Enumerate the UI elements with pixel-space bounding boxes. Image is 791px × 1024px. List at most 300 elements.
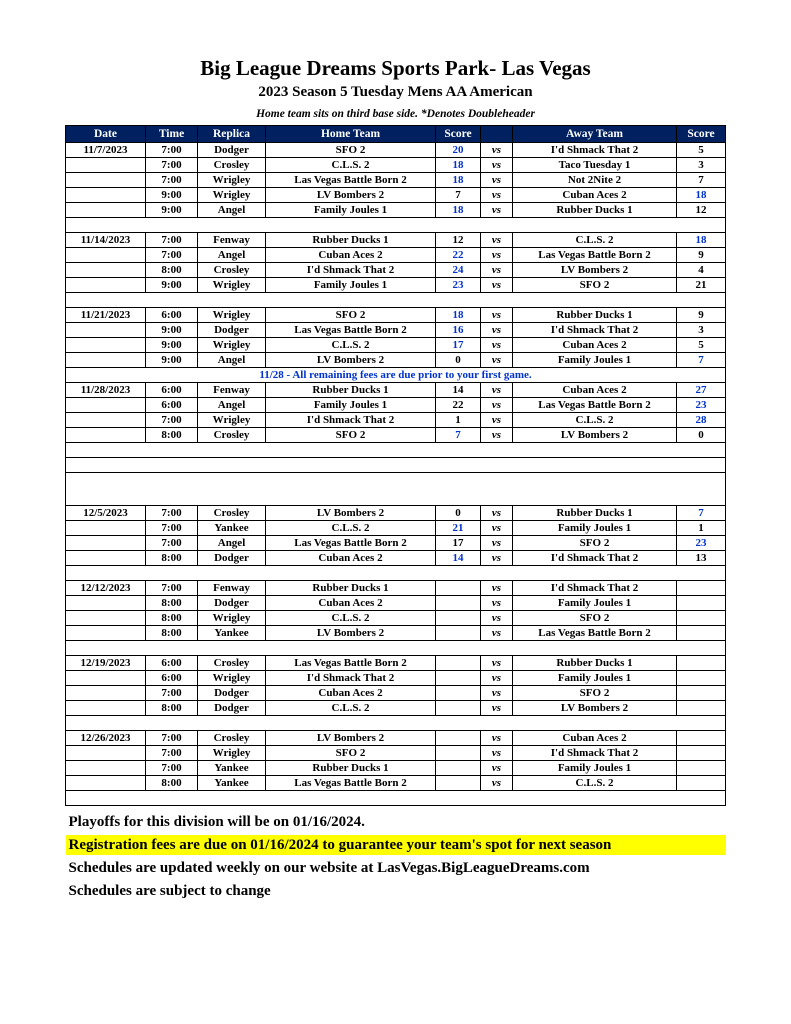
header-row bbox=[66, 126, 726, 143]
replica-cell: Dodger bbox=[198, 143, 266, 158]
home-score-cell: 0 bbox=[436, 353, 481, 368]
home-score-cell: 7 bbox=[436, 188, 481, 203]
away-score-cell bbox=[677, 746, 726, 761]
game-row bbox=[66, 521, 726, 536]
date-cell: 12/26/2023 bbox=[66, 731, 146, 746]
column-header-home-team: Home Team bbox=[266, 126, 436, 143]
vs-label: vs bbox=[481, 278, 513, 293]
replica-cell: Wrigley bbox=[198, 188, 266, 203]
game-row bbox=[66, 323, 726, 338]
away-score-cell: 18 bbox=[677, 188, 726, 203]
home-score-cell bbox=[436, 701, 481, 716]
game-row bbox=[66, 671, 726, 686]
replica-cell: Dodger bbox=[198, 323, 266, 338]
vs-label: vs bbox=[481, 596, 513, 611]
away-team-cell: I'd Shmack That 2 bbox=[513, 581, 677, 596]
date-cell bbox=[66, 263, 146, 278]
home-team-cell: Rubber Ducks 1 bbox=[266, 761, 436, 776]
home-score-cell: 21 bbox=[436, 521, 481, 536]
away-team-cell: Cuban Aces 2 bbox=[513, 383, 677, 398]
home-score-cell: 18 bbox=[436, 158, 481, 173]
schedule-table bbox=[65, 125, 726, 806]
away-score-cell bbox=[677, 581, 726, 596]
vs-label: vs bbox=[481, 611, 513, 626]
vs-label: vs bbox=[481, 656, 513, 671]
week-separator bbox=[66, 443, 726, 458]
home-team-cell: SFO 2 bbox=[266, 308, 436, 323]
home-team-cell: Rubber Ducks 1 bbox=[266, 233, 436, 248]
game-row bbox=[66, 701, 726, 716]
away-team-cell: SFO 2 bbox=[513, 686, 677, 701]
game-row bbox=[66, 233, 726, 248]
home-score-cell: 18 bbox=[436, 308, 481, 323]
home-score-cell: 14 bbox=[436, 383, 481, 398]
vs-label: vs bbox=[481, 398, 513, 413]
away-team-cell: Rubber Ducks 1 bbox=[513, 656, 677, 671]
replica-cell: Wrigley bbox=[198, 746, 266, 761]
home-team-cell: Las Vegas Battle Born 2 bbox=[266, 776, 436, 791]
away-team-cell: I'd Shmack That 2 bbox=[513, 323, 677, 338]
notice-row bbox=[66, 368, 726, 383]
date-cell bbox=[66, 353, 146, 368]
game-row bbox=[66, 746, 726, 761]
column-header-date: Date bbox=[66, 126, 146, 143]
replica-cell: Angel bbox=[198, 536, 266, 551]
away-score-cell bbox=[677, 686, 726, 701]
game-row bbox=[66, 596, 726, 611]
away-score-cell: 7 bbox=[677, 173, 726, 188]
separator-row bbox=[66, 641, 726, 656]
week-separator bbox=[66, 566, 726, 581]
game-row bbox=[66, 626, 726, 641]
time-cell: 8:00 bbox=[146, 596, 198, 611]
vs-label: vs bbox=[481, 413, 513, 428]
home-team-cell: Family Joules 1 bbox=[266, 203, 436, 218]
week-separator bbox=[66, 293, 726, 308]
date-cell: 12/12/2023 bbox=[66, 581, 146, 596]
vs-label: vs bbox=[481, 383, 513, 398]
home-score-cell bbox=[436, 626, 481, 641]
game-row bbox=[66, 611, 726, 626]
time-cell: 7:00 bbox=[146, 413, 198, 428]
away-team-cell: Las Vegas Battle Born 2 bbox=[513, 248, 677, 263]
game-row bbox=[66, 383, 726, 398]
replica-cell: Crosley bbox=[198, 263, 266, 278]
replica-cell: Wrigley bbox=[198, 671, 266, 686]
replica-cell: Fenway bbox=[198, 233, 266, 248]
replica-cell: Yankee bbox=[198, 761, 266, 776]
separator-row bbox=[66, 791, 726, 806]
time-cell: 7:00 bbox=[146, 158, 198, 173]
game-row bbox=[66, 278, 726, 293]
replica-cell: Crosley bbox=[198, 428, 266, 443]
away-score-cell bbox=[677, 671, 726, 686]
notice-line: Please check carefully as changes will not be made for omissions. bbox=[244, 491, 547, 503]
week-separator bbox=[66, 641, 726, 656]
home-score-cell: 14 bbox=[436, 551, 481, 566]
away-team-cell: Family Joules 1 bbox=[513, 353, 677, 368]
away-team-cell: SFO 2 bbox=[513, 611, 677, 626]
away-team-cell: SFO 2 bbox=[513, 278, 677, 293]
time-cell: 7:00 bbox=[146, 248, 198, 263]
separator-row bbox=[66, 566, 726, 581]
vs-label: vs bbox=[481, 521, 513, 536]
home-team-cell: Rubber Ducks 1 bbox=[266, 581, 436, 596]
away-score-cell bbox=[677, 701, 726, 716]
vs-label: vs bbox=[481, 323, 513, 338]
vs-label: vs bbox=[481, 701, 513, 716]
notice-red bbox=[66, 473, 726, 506]
website-note: Schedules are updated weekly on our website at LasVegas.BigLeagueDreams.com bbox=[68, 860, 590, 876]
date-cell bbox=[66, 671, 146, 686]
vs-label: vs bbox=[481, 353, 513, 368]
separator-row bbox=[66, 443, 726, 458]
home-score-cell: 24 bbox=[436, 263, 481, 278]
home-score-cell: 17 bbox=[436, 536, 481, 551]
vs-label: vs bbox=[481, 731, 513, 746]
home-score-cell: 18 bbox=[436, 173, 481, 188]
home-team-cell: Cuban Aces 2 bbox=[266, 686, 436, 701]
away-score-cell: 13 bbox=[677, 551, 726, 566]
home-team-cell: C.L.S. 2 bbox=[266, 521, 436, 536]
home-team-cell: Family Joules 1 bbox=[266, 398, 436, 413]
home-team-cell: Rubber Ducks 1 bbox=[266, 383, 436, 398]
away-team-cell: Las Vegas Battle Born 2 bbox=[513, 398, 677, 413]
time-cell: 8:00 bbox=[146, 701, 198, 716]
date-cell bbox=[66, 521, 146, 536]
spacer bbox=[66, 458, 726, 473]
away-team-cell: SFO 2 bbox=[513, 536, 677, 551]
home-team-cell: I'd Shmack That 2 bbox=[266, 263, 436, 278]
date-cell: 11/7/2023 bbox=[66, 143, 146, 158]
vs-label: vs bbox=[481, 143, 513, 158]
home-score-cell: 23 bbox=[436, 278, 481, 293]
date-cell bbox=[66, 248, 146, 263]
game-row bbox=[66, 686, 726, 701]
separator-row bbox=[66, 716, 726, 731]
away-score-cell: 3 bbox=[677, 323, 726, 338]
time-cell: 7:00 bbox=[146, 536, 198, 551]
away-score-cell: 28 bbox=[677, 413, 726, 428]
time-cell: 8:00 bbox=[146, 551, 198, 566]
home-score-cell bbox=[436, 686, 481, 701]
time-cell: 7:00 bbox=[146, 761, 198, 776]
game-row bbox=[66, 308, 726, 323]
date-cell bbox=[66, 188, 146, 203]
replica-cell: Crosley bbox=[198, 158, 266, 173]
away-score-cell: 23 bbox=[677, 398, 726, 413]
vs-label: vs bbox=[481, 536, 513, 551]
vs-label: vs bbox=[481, 551, 513, 566]
date-cell: 11/28/2023 bbox=[66, 383, 146, 398]
date-cell bbox=[66, 428, 146, 443]
home-score-cell: 18 bbox=[436, 203, 481, 218]
home-score-cell: 7 bbox=[436, 428, 481, 443]
home-score-cell: 20 bbox=[436, 143, 481, 158]
time-cell: 9:00 bbox=[146, 338, 198, 353]
replica-cell: Dodger bbox=[198, 686, 266, 701]
vs-label: vs bbox=[481, 776, 513, 791]
replica-cell: Wrigley bbox=[198, 173, 266, 188]
away-team-cell: Not 2Nite 2 bbox=[513, 173, 677, 188]
date-cell bbox=[66, 611, 146, 626]
time-cell: 8:00 bbox=[146, 263, 198, 278]
date-cell: 12/5/2023 bbox=[66, 506, 146, 521]
home-team-cell: C.L.S. 2 bbox=[266, 611, 436, 626]
game-row bbox=[66, 428, 726, 443]
time-cell: 7:00 bbox=[146, 521, 198, 536]
game-row bbox=[66, 248, 726, 263]
replica-cell: Dodger bbox=[198, 596, 266, 611]
away-score-cell: 23 bbox=[677, 536, 726, 551]
away-score-cell bbox=[677, 626, 726, 641]
away-score-cell: 4 bbox=[677, 263, 726, 278]
vs-label: vs bbox=[481, 203, 513, 218]
away-team-cell: I'd Shmack That 2 bbox=[513, 551, 677, 566]
away-score-cell: 3 bbox=[677, 158, 726, 173]
home-team-cell: SFO 2 bbox=[266, 143, 436, 158]
away-team-cell: Cuban Aces 2 bbox=[513, 188, 677, 203]
away-team-cell: I'd Shmack That 2 bbox=[513, 746, 677, 761]
home-team-cell: LV Bombers 2 bbox=[266, 188, 436, 203]
away-team-cell: Family Joules 1 bbox=[513, 596, 677, 611]
home-team-cell: Las Vegas Battle Born 2 bbox=[266, 173, 436, 188]
date-cell: 11/14/2023 bbox=[66, 233, 146, 248]
replica-cell: Crosley bbox=[198, 506, 266, 521]
week-separator bbox=[66, 716, 726, 731]
game-row bbox=[66, 506, 726, 521]
game-row bbox=[66, 143, 726, 158]
vs-label: vs bbox=[481, 428, 513, 443]
time-cell: 6:00 bbox=[146, 671, 198, 686]
time-cell: 7:00 bbox=[146, 686, 198, 701]
game-row bbox=[66, 731, 726, 746]
time-cell: 7:00 bbox=[146, 746, 198, 761]
schedule-header bbox=[66, 126, 726, 143]
replica-cell: Wrigley bbox=[198, 308, 266, 323]
week-separator bbox=[66, 218, 726, 233]
home-team-cell: LV Bombers 2 bbox=[266, 353, 436, 368]
vs-label: vs bbox=[481, 761, 513, 776]
game-row bbox=[66, 761, 726, 776]
replica-cell: Angel bbox=[198, 398, 266, 413]
home-score-cell bbox=[436, 761, 481, 776]
replica-cell: Wrigley bbox=[198, 611, 266, 626]
home-score-cell: 0 bbox=[436, 506, 481, 521]
replica-cell: Angel bbox=[198, 248, 266, 263]
away-score-cell bbox=[677, 611, 726, 626]
game-row bbox=[66, 338, 726, 353]
date-cell: 11/21/2023 bbox=[66, 308, 146, 323]
game-row bbox=[66, 158, 726, 173]
home-team-cell: Cuban Aces 2 bbox=[266, 248, 436, 263]
home-team-cell: Cuban Aces 2 bbox=[266, 551, 436, 566]
time-cell: 7:00 bbox=[146, 233, 198, 248]
notice-row bbox=[66, 473, 726, 506]
vs-label: vs bbox=[481, 686, 513, 701]
column-header-away-score: Score bbox=[677, 126, 726, 143]
separator-row bbox=[66, 218, 726, 233]
time-cell: 9:00 bbox=[146, 188, 198, 203]
away-score-cell: 0 bbox=[677, 428, 726, 443]
time-cell: 8:00 bbox=[146, 611, 198, 626]
footer bbox=[66, 812, 726, 901]
time-cell: 6:00 bbox=[146, 398, 198, 413]
home-score-cell bbox=[436, 581, 481, 596]
date-cell bbox=[66, 551, 146, 566]
away-team-cell: LV Bombers 2 bbox=[513, 428, 677, 443]
time-cell: 8:00 bbox=[146, 428, 198, 443]
date-cell bbox=[66, 173, 146, 188]
week-separator bbox=[66, 791, 726, 806]
replica-cell: Angel bbox=[198, 353, 266, 368]
game-row bbox=[66, 581, 726, 596]
page-subtitle: 2023 Season 5 Tuesday Mens AA American bbox=[258, 84, 533, 100]
notice-line: 12/5 -Rosters are frozen after tonight, only players with their names on the signed roster are eligible for playoffs. bbox=[132, 475, 659, 487]
notice-line: 11/28 - All remaining fees are due prior to your first game. bbox=[259, 369, 532, 381]
away-score-cell bbox=[677, 776, 726, 791]
home-score-cell bbox=[436, 611, 481, 626]
away-team-cell: Family Joules 1 bbox=[513, 671, 677, 686]
away-team-cell: Family Joules 1 bbox=[513, 761, 677, 776]
column-header-vs bbox=[481, 126, 513, 143]
game-row bbox=[66, 188, 726, 203]
vs-label: vs bbox=[481, 338, 513, 353]
vs-label: vs bbox=[481, 506, 513, 521]
home-team-note: Home team sits on third base side. *Denotes Doubleheader bbox=[256, 108, 535, 120]
game-row bbox=[66, 173, 726, 188]
home-score-cell: 16 bbox=[436, 323, 481, 338]
column-header-away-team: Away Team bbox=[513, 126, 677, 143]
replica-cell: Wrigley bbox=[198, 413, 266, 428]
time-cell: 9:00 bbox=[146, 323, 198, 338]
home-score-cell: 22 bbox=[436, 248, 481, 263]
home-score-cell bbox=[436, 776, 481, 791]
away-team-cell: C.L.S. 2 bbox=[513, 233, 677, 248]
replica-cell: Fenway bbox=[198, 383, 266, 398]
vs-label: vs bbox=[481, 746, 513, 761]
vs-label: vs bbox=[481, 248, 513, 263]
away-score-cell: 5 bbox=[677, 143, 726, 158]
replica-cell: Dodger bbox=[198, 551, 266, 566]
time-cell: 8:00 bbox=[146, 626, 198, 641]
away-score-cell: 9 bbox=[677, 248, 726, 263]
home-team-cell: Family Joules 1 bbox=[266, 278, 436, 293]
away-score-cell bbox=[677, 656, 726, 671]
schedule-body bbox=[66, 143, 726, 806]
column-header-home-score: Score bbox=[436, 126, 481, 143]
replica-cell: Yankee bbox=[198, 521, 266, 536]
time-cell: 9:00 bbox=[146, 353, 198, 368]
home-team-cell: SFO 2 bbox=[266, 746, 436, 761]
home-team-cell: Las Vegas Battle Born 2 bbox=[266, 656, 436, 671]
home-team-cell: SFO 2 bbox=[266, 428, 436, 443]
date-cell bbox=[66, 536, 146, 551]
vs-label: vs bbox=[481, 308, 513, 323]
subject-to-change-note: Schedules are subject to change bbox=[68, 883, 271, 899]
vs-label: vs bbox=[481, 158, 513, 173]
home-team-cell: C.L.S. 2 bbox=[266, 701, 436, 716]
away-team-cell: I'd Shmack That 2 bbox=[513, 143, 677, 158]
time-cell: 7:00 bbox=[146, 581, 198, 596]
away-score-cell bbox=[677, 761, 726, 776]
replica-cell: Yankee bbox=[198, 626, 266, 641]
home-team-cell: C.L.S. 2 bbox=[266, 158, 436, 173]
game-row bbox=[66, 551, 726, 566]
vs-label: vs bbox=[481, 188, 513, 203]
home-score-cell bbox=[436, 656, 481, 671]
game-row bbox=[66, 656, 726, 671]
away-team-cell: C.L.S. 2 bbox=[513, 776, 677, 791]
date-cell: 12/19/2023 bbox=[66, 656, 146, 671]
home-score-cell bbox=[436, 746, 481, 761]
away-team-cell: Cuban Aces 2 bbox=[513, 338, 677, 353]
column-header-replica: Replica bbox=[198, 126, 266, 143]
date-cell bbox=[66, 776, 146, 791]
home-team-cell: Cuban Aces 2 bbox=[266, 596, 436, 611]
vs-label: vs bbox=[481, 581, 513, 596]
date-cell bbox=[66, 323, 146, 338]
time-cell: 7:00 bbox=[146, 173, 198, 188]
time-cell: 9:00 bbox=[146, 203, 198, 218]
home-team-cell: I'd Shmack That 2 bbox=[266, 413, 436, 428]
time-cell: 6:00 bbox=[146, 656, 198, 671]
date-cell bbox=[66, 761, 146, 776]
time-cell: 7:00 bbox=[146, 143, 198, 158]
away-score-cell: 9 bbox=[677, 308, 726, 323]
date-cell bbox=[66, 596, 146, 611]
home-team-cell: LV Bombers 2 bbox=[266, 731, 436, 746]
home-team-cell: C.L.S. 2 bbox=[266, 338, 436, 353]
game-row bbox=[66, 398, 726, 413]
time-cell: 9:00 bbox=[146, 278, 198, 293]
time-cell: 6:00 bbox=[146, 308, 198, 323]
replica-cell: Dodger bbox=[198, 701, 266, 716]
replica-cell: Crosley bbox=[198, 731, 266, 746]
date-cell bbox=[66, 746, 146, 761]
game-row bbox=[66, 536, 726, 551]
home-score-cell: 1 bbox=[436, 413, 481, 428]
away-team-cell: Rubber Ducks 1 bbox=[513, 203, 677, 218]
away-team-cell: LV Bombers 2 bbox=[513, 263, 677, 278]
game-row bbox=[66, 353, 726, 368]
replica-cell: Wrigley bbox=[198, 338, 266, 353]
away-team-cell: Taco Tuesday 1 bbox=[513, 158, 677, 173]
home-team-cell: LV Bombers 2 bbox=[266, 626, 436, 641]
home-score-cell bbox=[436, 671, 481, 686]
vs-label: vs bbox=[481, 233, 513, 248]
home-score-cell bbox=[436, 731, 481, 746]
page-title: Big League Dreams Sports Park- Las Vegas bbox=[200, 56, 591, 80]
replica-cell: Crosley bbox=[198, 656, 266, 671]
away-team-cell: Rubber Ducks 1 bbox=[513, 308, 677, 323]
date-cell bbox=[66, 398, 146, 413]
game-row bbox=[66, 776, 726, 791]
vs-label: vs bbox=[481, 173, 513, 188]
notice-yellow bbox=[66, 368, 726, 383]
home-team-cell: Las Vegas Battle Born 2 bbox=[266, 536, 436, 551]
game-row bbox=[66, 203, 726, 218]
home-team-cell: I'd Shmack That 2 bbox=[266, 671, 436, 686]
date-cell bbox=[66, 686, 146, 701]
home-score-cell: 12 bbox=[436, 233, 481, 248]
away-score-cell: 12 bbox=[677, 203, 726, 218]
replica-cell: Yankee bbox=[198, 776, 266, 791]
away-score-cell: 21 bbox=[677, 278, 726, 293]
away-team-cell: C.L.S. 2 bbox=[513, 413, 677, 428]
away-score-cell: 7 bbox=[677, 506, 726, 521]
away-team-cell: Rubber Ducks 1 bbox=[513, 506, 677, 521]
